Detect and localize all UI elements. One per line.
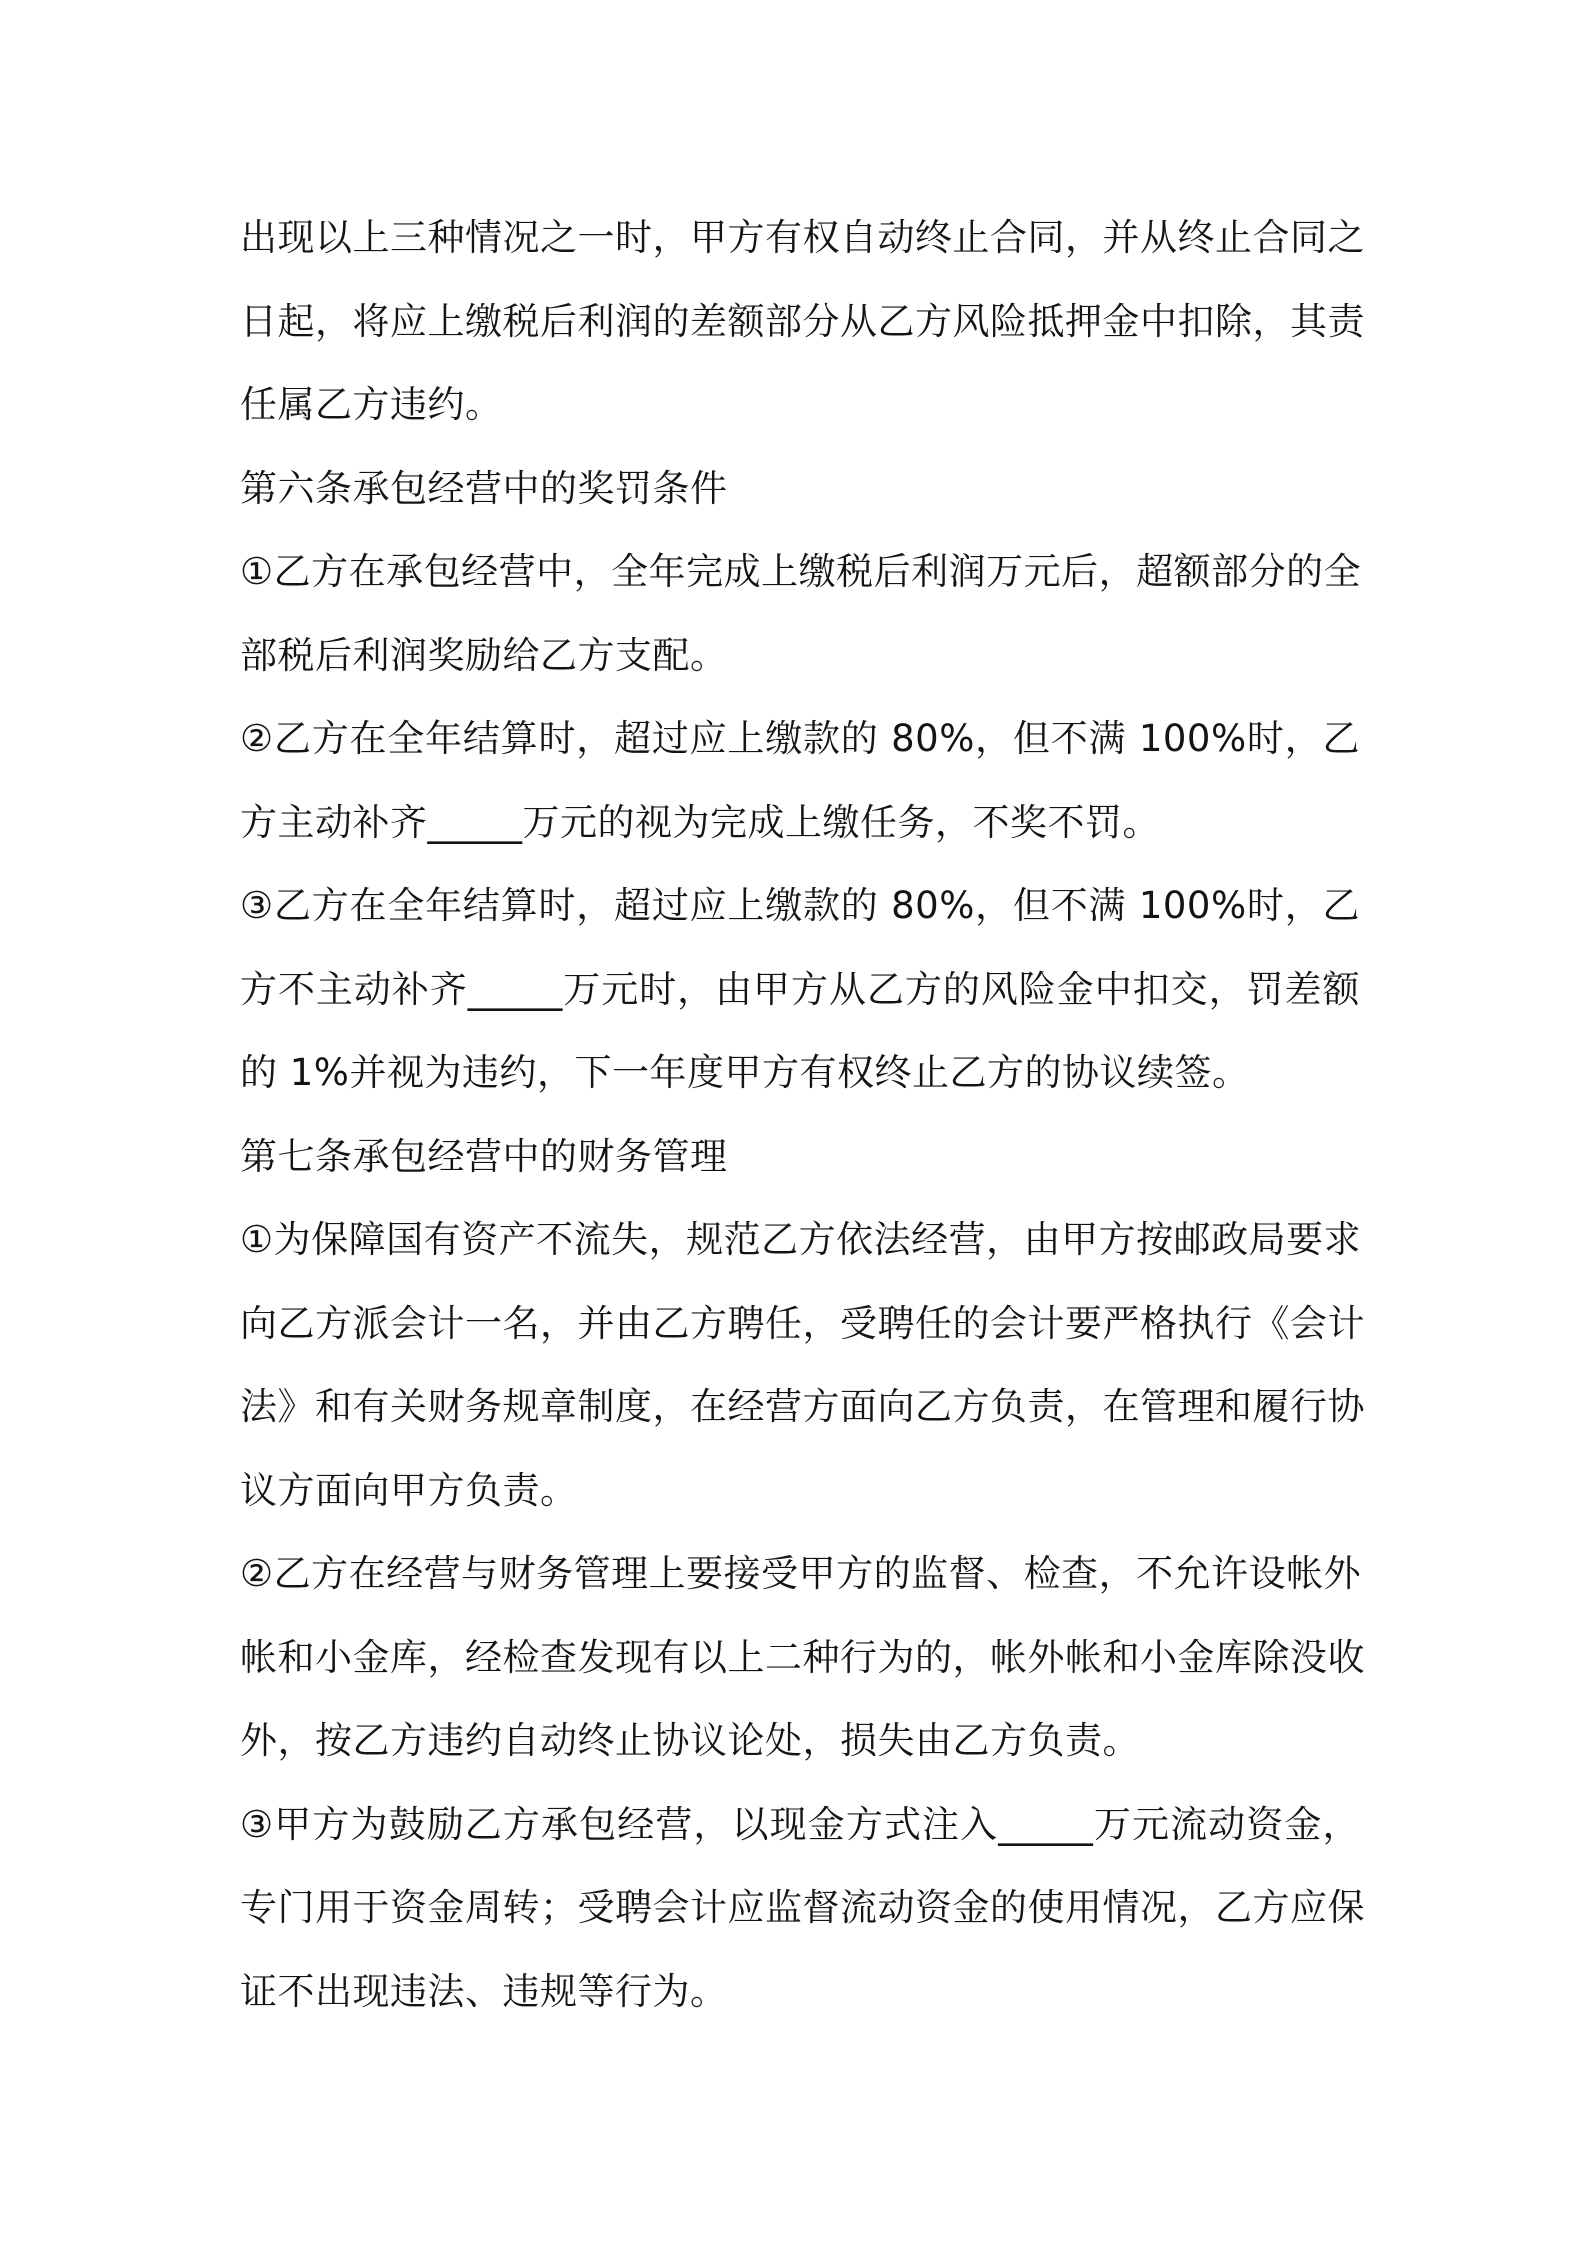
text-line: 出现以上三种情况之一时，甲方有权自动终止合同，并从终止合同之 [240, 216, 1365, 259]
text-line: 议方面向甲方负责。 [240, 1468, 578, 1512]
text-line: 帐和小金库，经检查发现有以上二种行为的，帐外帐和小金库除没收 [240, 1635, 1365, 1679]
text-line: ③甲方为鼓励乙方承包经营，以现金方式注入_____万元流动资金， [240, 1802, 1360, 1846]
text-line: 向乙方派会计一名，并由乙方聘任，受聘任的会计要严格执行《会计 [240, 1301, 1365, 1345]
text-line: 专门用于资金周转；受聘会计应监督流动资金的使用情况，乙方应保 [240, 1886, 1365, 1929]
document-page [240, 196, 1365, 2033]
text-line: ②乙方在经营与财务管理上要接受甲方的监督、检查，不允许设帐外 [240, 1552, 1362, 1595]
text-line: 证不出现违法、违规等行为。 [240, 1969, 728, 2013]
text-line: 的 1%并视为违约，下一年度甲方有权终止乙方的协议续签。 [240, 1051, 1250, 1094]
text-line: ③乙方在全年结算时，超过应上缴款的 80%，但不满 100%时，乙 [240, 884, 1360, 927]
text-line: 外，按乙方违约自动终止协议论处，损失由乙方负责。 [240, 1719, 1140, 1762]
text-line: 部税后利润奖励给乙方支配。 [240, 633, 728, 677]
text-line: 方不主动补齐_____万元时，由甲方从乙方的风险金中扣交，罚差额 [240, 967, 1360, 1011]
text-line: 任属乙方违约。 [240, 383, 503, 426]
text-line: 法》和有关财务规章制度，在经营方面向乙方负责，在管理和履行协 [240, 1385, 1365, 1428]
text-line: 方主动补齐_____万元的视为完成上缴任务，不奖不罚。 [240, 800, 1160, 844]
section-heading: 第六条承包经营中的奖罚条件 [240, 466, 728, 510]
section-heading: 第七条承包经营中的财务管理 [240, 1134, 728, 1178]
text-line: ②乙方在全年结算时，超过应上缴款的 80%，但不满 100%时，乙 [240, 717, 1360, 760]
text-line: ①乙方在承包经营中，全年完成上缴税后利润万元后，超额部分的全 [240, 550, 1362, 593]
text-line: 日起，将应上缴税后利润的差额部分从乙方风险抵押金中扣除，其责 [240, 299, 1365, 343]
text-line: ①为保障国有资产不流失，规范乙方依法经营，由甲方按邮政局要求 [240, 1218, 1362, 1261]
